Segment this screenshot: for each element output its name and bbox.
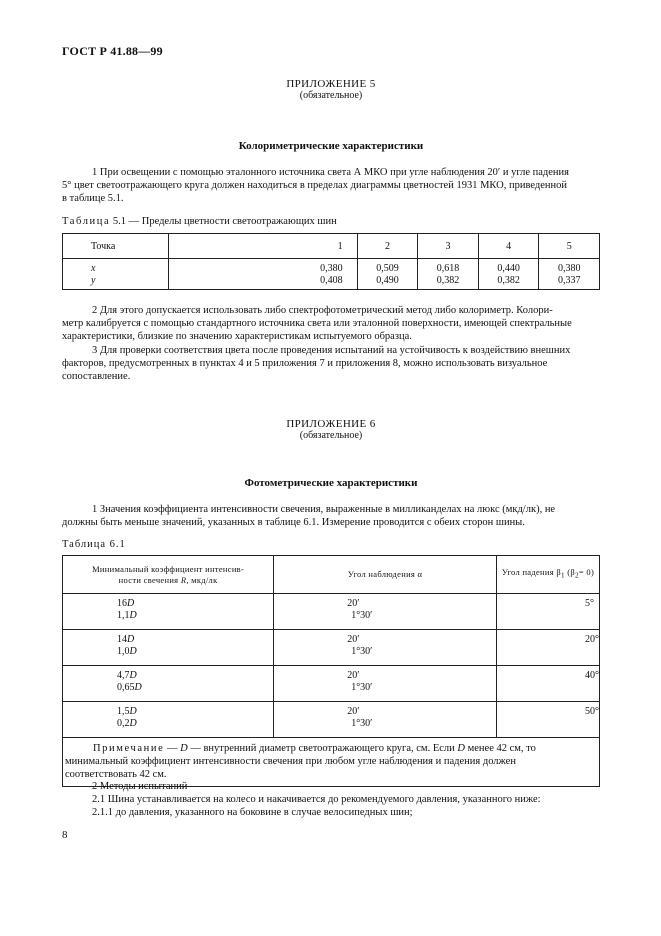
note-line: соответствовать 42 см. [65,769,167,780]
appendix5-heading: Колориметрические характеристики [238,140,424,152]
observation-angle-cell: 20′ 1°30′ [274,630,497,666]
header-point-3: 3 [418,234,479,259]
observation-angle-cell: 20′ 1°30′ [274,594,497,630]
header-point-1: 1 [168,234,357,259]
incidence-angle-cell: 50° [497,702,600,738]
text-line: характеристики, близкие по значению характеристикам испытуемого образца. [62,331,412,343]
x-value: 0,618 [436,263,460,274]
appendix6-title: ПРИЛОЖЕНИЕ 6 [286,418,376,430]
table-row [63,630,600,666]
text-line: сопоставление. [62,371,131,383]
text-line: 2 Для этого допускается использовать либо спектрофотометрический метод либо колориметр. Колори- [92,305,553,316]
appendix5-paragraph-2 [62,304,600,383]
header-point-5: 5 [539,234,600,259]
y-value: 0,408 [320,275,343,286]
text-line: 1 При освещении с помощью эталонного источника света А МКО при угле наблюдения 20′ и угле падения [92,167,569,178]
point-5-values [539,259,600,290]
table-5-1 [62,233,600,290]
table-values-row [63,259,600,290]
text-line: должны быть меньше значений, указанных в таблице 6.1. Измерение проводится с обеих сторон шины. [62,517,525,529]
table-5-1-caption [62,216,337,227]
text-line: 2.1.1 до давления, указанного на боковине в случае велосипедных шин; [92,807,413,819]
table-6-1-caption: Таблица 6.1 [62,539,126,550]
appendix5-subtitle: (обязательное) [299,90,363,101]
y-value: 0,490 [376,275,399,286]
table-note: Примечание — D — внутренний диаметр светоотражающего круга, см. Если D менее 42 см, то минимальный коэффициент интенсивности свечения при любом угле наблюдения и падения должен соответствовать 42 см. [63,738,600,787]
observation-angle-cell: 20′ 1°30′ [274,666,497,702]
coefficient-cell: 1,5D 0,2D [63,702,274,738]
text-line: метр калибруется с помощью стандартного источника света или эталонной поверхности, имеющей спектральные [62,318,572,330]
table-row [63,666,600,702]
coefficient-cell: 4,7D 0,65D [63,666,274,702]
observation-angle-cell: 20′ 1°30′ [274,702,497,738]
coefficient-cell: 16D 1,1D [63,594,274,630]
header-observation-angle: Угол наблюдения α [274,556,497,594]
point-2-values [357,259,418,290]
point-1-values [168,259,357,290]
header-incidence-angle: Угол падения $\beta_1$ $(\beta_2= 0)$ [497,556,600,594]
header-min-coefficient [63,556,274,594]
point-3-values [418,259,479,290]
text-line: 2 Методы испытаний [92,781,188,792]
point-4-values [478,259,539,290]
caption-text: 5.1 — Пределы цветности светоотражающих шин [112,216,337,227]
text-line: 5° цвет светоотражающего круга должен находиться в пределах диаграммы цветностей 1931 МКО, приведенной [62,180,568,192]
y-value: 0,382 [436,275,460,286]
table-6-1 [62,555,600,787]
x-value: 0,380 [320,263,343,274]
text-line: в таблице 5.1. [62,193,124,205]
x-value: 0,380 [557,263,581,274]
header-line: ности свечения R, мкд/лк [118,574,218,585]
header-line: Минимальный коэффициент интенсив- [92,563,245,574]
text-line: 2.1 Шина устанавливается на колесо и накачивается до рекомендуемого давления, указанного ниже: [92,794,541,806]
appendix5-title: ПРИЛОЖЕНИЕ 5 [286,78,376,90]
table-row [63,594,600,630]
x-label: x [91,263,96,274]
coefficient-cell: 14D 1,0D [63,630,274,666]
incidence-angle-cell: 5° [497,594,600,630]
coord-labels [63,259,169,290]
appendix6-subtitle: (обязательное) [299,430,363,441]
appendix6-paragraph-1 [62,503,600,529]
y-value: 0,382 [497,275,520,286]
incidence-angle-cell: 20° [497,630,600,666]
table-row [63,702,600,738]
caption-prefix: Таблица [62,216,111,227]
appendix5-paragraph-1 [62,166,600,206]
table-header-row [63,234,600,259]
y-value: 0,337 [557,275,581,286]
header-point-label: Точка [63,234,169,259]
note-label: Примечание [93,743,165,754]
page-number: 8 [62,829,68,841]
appendix6-heading: Фотометрические характеристики [244,477,418,489]
header-point-2: 2 [357,234,418,259]
incidence-angle-cell: 40° [497,666,600,702]
x-value: 0,509 [376,263,399,274]
text-line: 3 Для проверки соответствия цвета после проведения испытаний на устойчивость к воздействию внешних [92,344,571,356]
text-line: 1 Значения коэффициента интенсивности свечения, выраженные в милликанделах на люкс (мкд/лк), не [92,504,556,515]
text-line: факторов, предусмотренных в пунктах 4 и 5 приложения 7 и приложения 8, можно использовать визуальное [62,357,548,369]
y-label: y [91,275,96,286]
document-code: ГОСТ Р 41.88—99 [62,44,163,58]
header-point-4: 4 [478,234,539,259]
note-line: минимальный коэффициент интенсивности свечения при любом угле наблюдения и падения должен [65,756,516,767]
appendix6-methods [62,780,600,820]
table-header-row [63,556,600,594]
x-value: 0,440 [497,263,520,274]
